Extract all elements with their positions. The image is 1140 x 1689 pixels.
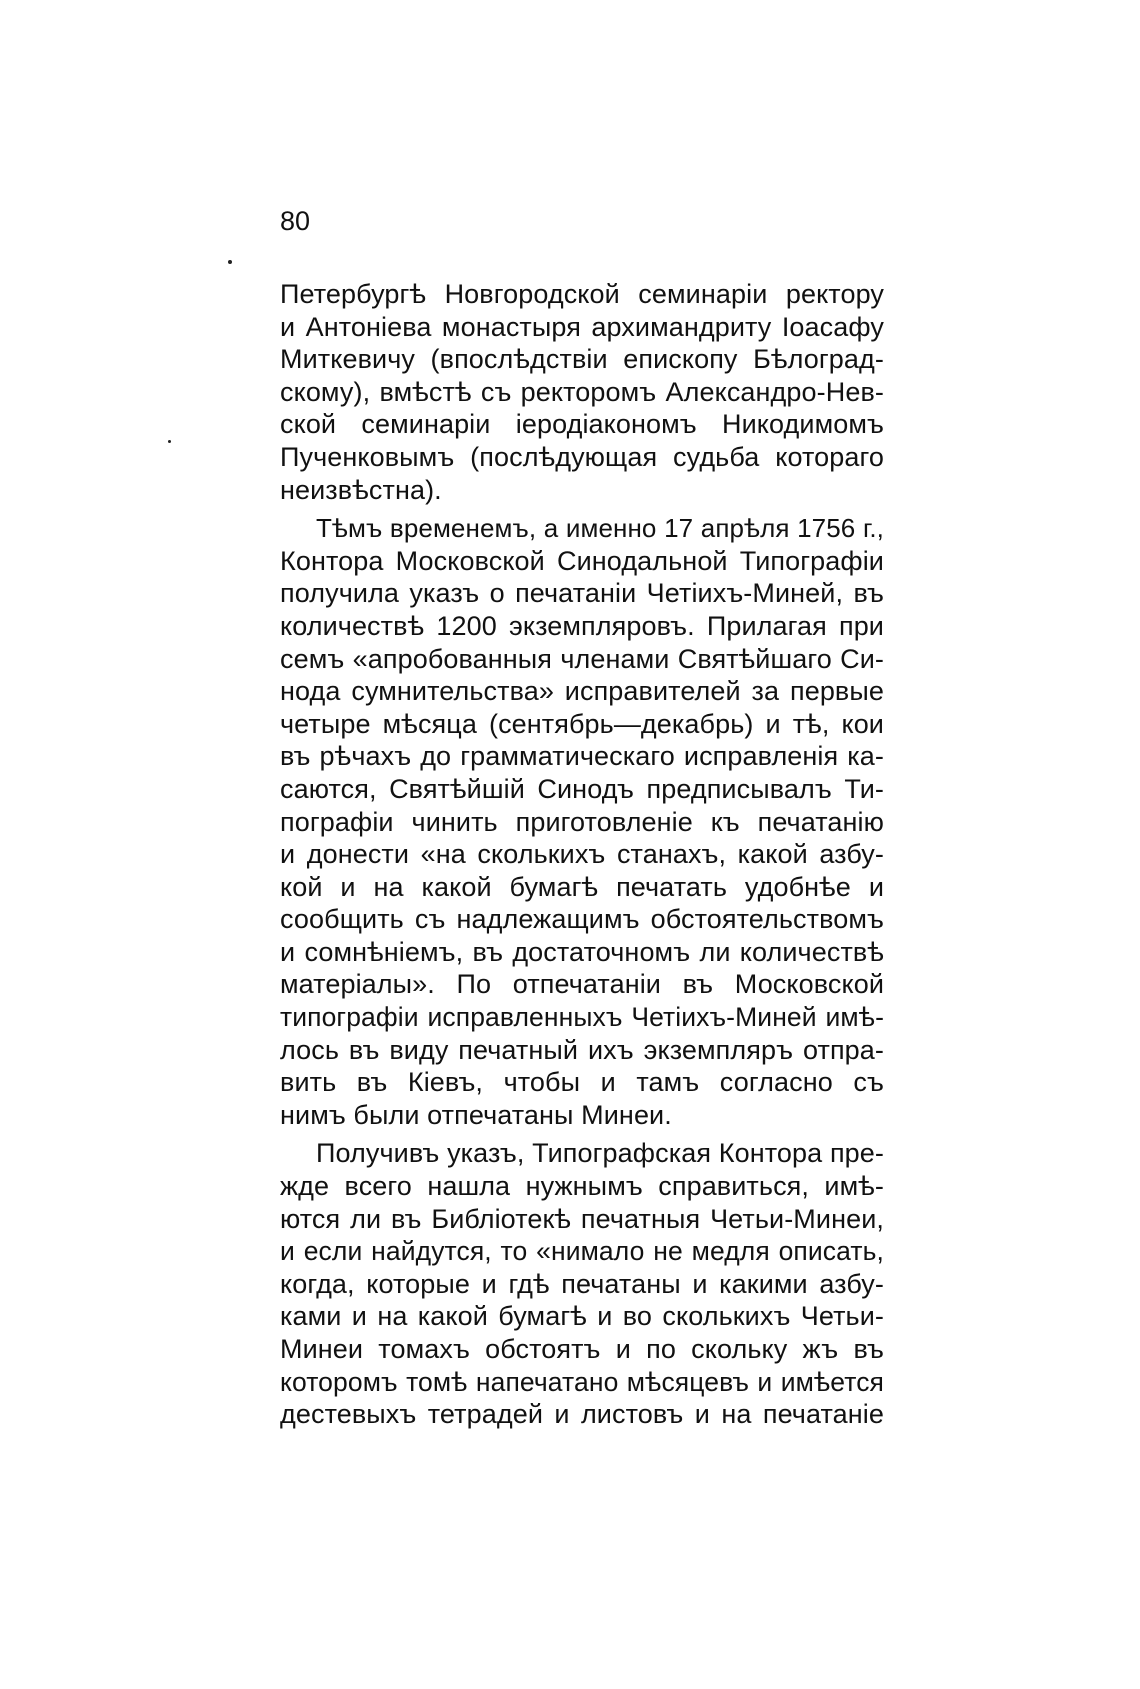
text-line: и сомнѣніемъ, въ достаточномъ ли количествѣ	[280, 936, 884, 967]
paragraph	[280, 278, 884, 506]
text-line: Получивъ указъ, Типографская Контора пре-	[316, 1138, 884, 1169]
text-line: неизвѣстна).	[280, 474, 442, 505]
text-line: Миткевичу (впослѣдствіи епископу Бѣлоград-	[280, 344, 884, 375]
text-line: количествѣ 1200 экземпляровъ. Прилагая при	[280, 610, 884, 641]
text-line: семъ «апробованныя членами Святѣйшаго Си-	[280, 643, 884, 674]
text-line: четыре мѣсяца (сентябрь—декабрь) и тѣ, кои	[280, 708, 884, 739]
text-line: Минеи томахъ обстоятъ и по скольку жъ въ	[280, 1334, 884, 1364]
text-line: и донести «на сколькихъ станахъ, какой азбу-	[280, 839, 884, 870]
text-line: жде всего нашла нужнымъ справиться, имѣ-	[280, 1171, 884, 1202]
print-speck	[228, 260, 232, 264]
text-line: когда, которые и гдѣ печатаны и какими азбу-	[280, 1268, 884, 1299]
text-line: вить въ Кіевъ, чтобы и тамъ согласно съ	[280, 1067, 884, 1098]
paragraph	[280, 512, 884, 1131]
text-line: скому), вмѣстѣ съ ректоромъ Александро-Нев-	[280, 376, 884, 407]
paragraph	[280, 1137, 884, 1430]
print-speck	[168, 440, 171, 443]
text-line: нода сумнительства» исправителей за первые	[280, 676, 884, 707]
text-line: дестевыхъ тетрадей и листовъ и на печатаніе	[280, 1399, 884, 1430]
text-line: пографіи чинить приготовленіе къ печатанію	[280, 806, 884, 837]
text-line: Петербургѣ Новгородской семинаріи ректору	[280, 279, 884, 309]
text-line: типографіи исправленныхъ Четіихъ-Миней имѣ-	[280, 1002, 884, 1033]
text-line: и Антоніева монастыря архимандриту Іоасафу	[280, 311, 884, 342]
text-line: ской семинаріи іеродіакономъ Никодимомъ	[280, 409, 884, 440]
text-line: матеріалы». По отпечатаніи въ Московской	[280, 969, 884, 1000]
text-line: ются ли въ Библіотекѣ печатныя Четьи-Минеи,	[280, 1203, 884, 1234]
text-line: ками и на какой бумагѣ и во сколькихъ Четьи-	[280, 1301, 884, 1332]
text-line: которомъ томѣ напечатано мѣсяцевъ и имѣется	[280, 1366, 884, 1397]
text-line: Тѣмъ временемъ, а именно 17 апрѣля 1756 г.,	[316, 513, 884, 544]
text-line: лось въ виду печатный ихъ экземпляръ отпра-	[280, 1034, 884, 1065]
text-line: нимъ были отпечатаны Минеи.	[280, 1099, 672, 1130]
text-line: кой и на какой бумагѣ печатать удобнѣе и	[280, 871, 884, 902]
text-line: и если найдутся, то «нимало не медля описать,	[280, 1236, 884, 1267]
text-line: Контора Московской Синодальной Типографіи	[280, 545, 884, 576]
text-line: Пученковымъ (послѣдующая судьба котораго	[280, 441, 884, 472]
page-number: 80	[280, 206, 311, 236]
text-line: сообщить съ надлежащимъ обстоятельствомъ	[280, 904, 884, 935]
text-line: саются, Святѣйшій Синодъ предписывалъ Ти-	[280, 773, 884, 804]
body-text	[280, 278, 884, 1431]
text-line: въ рѣчахъ до грамматическаго исправленія ка-	[280, 741, 884, 772]
text-line: получила указъ о печатаніи Четіихъ-Миней, въ	[280, 578, 884, 609]
